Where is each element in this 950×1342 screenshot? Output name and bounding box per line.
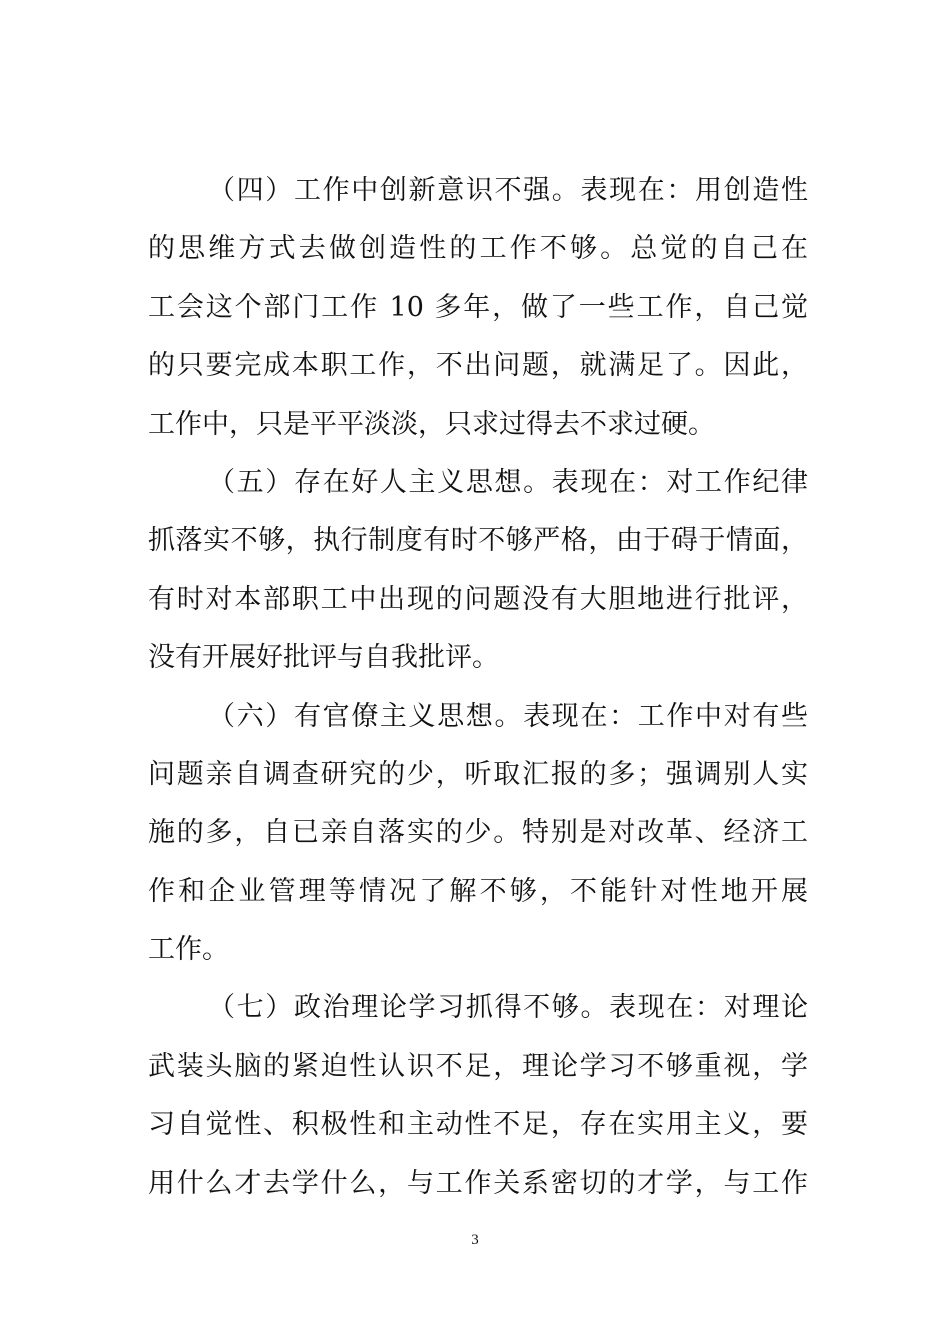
paragraph-7-line-2: 武装头脑的紧迫性认识不足，理论学习不够重视，学 [148, 1050, 808, 1082]
paragraph-5-line-2: 抓落实不够，执行制度有时不够严格，由于碍于情面， [148, 525, 808, 557]
paragraph-7-line-3: 习自觉性、积极性和主动性不足，存在实用主义，要 [148, 1109, 808, 1141]
paragraph-4-line-2: 的思维方式去做创造性的工作不够。总觉的自己在 [148, 233, 808, 265]
paragraph-6-line-4: 作和企业管理等情况了解不够，不能针对性地开展 [148, 875, 808, 907]
paragraph-5-line-3: 有时对本部职工中出现的问题没有大胆地进行批评， [148, 583, 808, 615]
paragraph-6-line-1: （六）有官僚主义思想。表现在：工作中对有些 [208, 700, 808, 732]
paragraph-6-line-3: 施的多，自已亲自落实的少。特别是对改革、经济工 [148, 817, 808, 849]
body-text [148, 162, 808, 1213]
paragraph-4-line-1: （四）工作中创新意识不强。表现在：用创造性 [208, 175, 808, 206]
paragraph-7-line-1: （七）政治理论学习抓得不够。表现在：对理论 [208, 992, 808, 1024]
paragraph-6-line-2: 问题亲自调查研究的少，听取汇报的多；强调别人实 [148, 758, 808, 790]
paragraph-4-line-5: 工作中，只是平平淡淡，只求过得去不求过硬。 [148, 408, 715, 440]
paragraph-5-line-4: 没有开展好批评与自我批评。 [148, 642, 499, 674]
paragraph-6-line-5: 工作。 [148, 934, 229, 966]
paragraph-5-line-1: （五）存在好人主义思想。表现在：对工作纪律 [208, 466, 808, 498]
paragraph-7-line-4: 用什么才去学什么，与工作关系密切的才学，与工作 [148, 1167, 808, 1199]
page-number: 3 [471, 1232, 479, 1248]
paragraph-4-line-3: 工会这个部门工作 10 多年，做了一些工作，自己觉 [148, 291, 808, 323]
paragraph-4-line-4: 的只要完成本职工作，不出问题，就满足了。因此， [148, 350, 808, 382]
